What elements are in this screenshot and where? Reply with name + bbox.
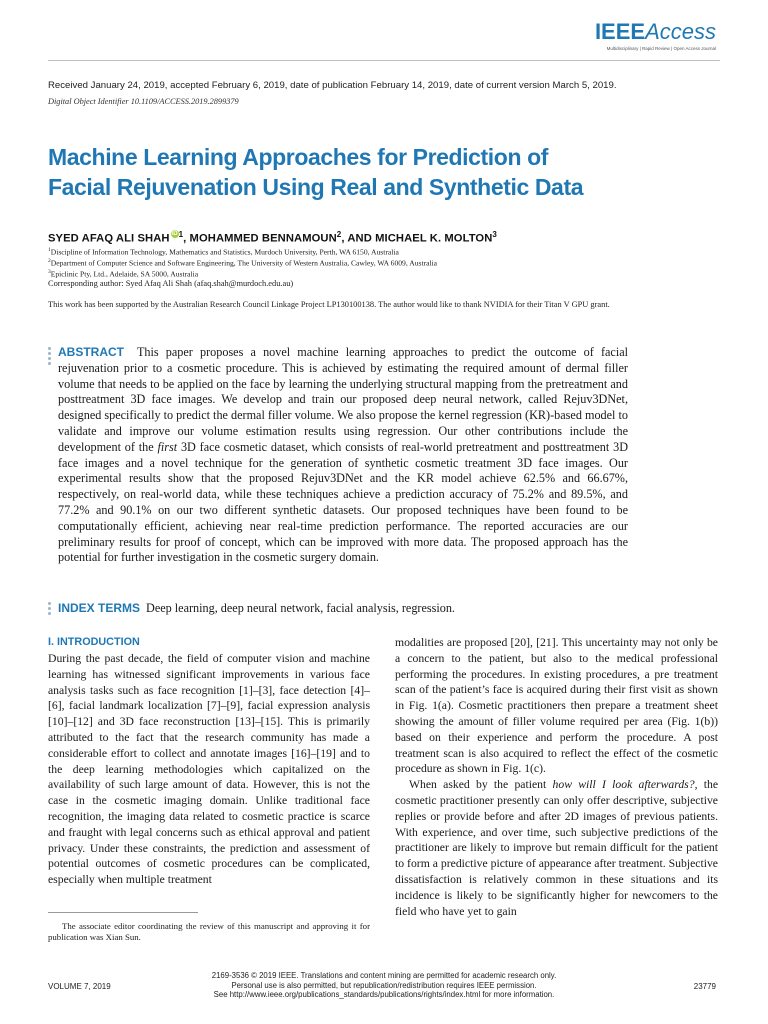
copyright-line: 2169-3536 © 2019 IEEE. Translations and content mining are permitted for academic research only. bbox=[211, 971, 557, 980]
author-1: SYED AFAQ ALI SHAH bbox=[48, 232, 170, 245]
body-column-right bbox=[395, 635, 718, 919]
author-3-affil: 3 bbox=[492, 230, 497, 239]
affiliation-number: 3 bbox=[48, 269, 51, 276]
copyright-notice bbox=[0, 971, 768, 1000]
paper-title bbox=[48, 142, 648, 202]
footnote-divider bbox=[48, 912, 198, 913]
abstract-marker-icon bbox=[48, 347, 52, 367]
index-terms-marker-icon bbox=[48, 602, 52, 617]
abstract-text-a: This paper proposes a novel machine learning approaches to predict the outcome of facial rejuvenation prior to a cosmetic procedure. This is achieved by estimating the required amount of dermal filler volume that needs to be applied on the face by learning the underlying structural mapping from the pretreatment and posttreatment 3D face images. We develop and train our proposed deep neural network, called Rejuv3DNet, designed specifically to predict the dermal filler volume. We also propose the kernel regression (KR)-based model to validate and improve our volume estimation results using regression. Our other contributions include the development of the bbox=[58, 345, 628, 454]
abstract bbox=[58, 345, 628, 566]
paragraph-text: , the cosmetic practitioner presently can only offer descriptive, subjective replies or provide before and after 2D images of previous patients. With experience, and over time, such subjective predictions of the practitioner are likely to improve but remain difficult for the patient to form a predictive picture of appearance after treatment. Subjective dissatisfaction is relatively common in these situations and its incidence is likely to be significantly higher for newcomers to the field who have yet to gain bbox=[395, 778, 719, 918]
logo-brand-italic: Access bbox=[645, 19, 716, 44]
index-terms bbox=[58, 601, 455, 616]
footnote bbox=[48, 921, 370, 943]
affiliation-item bbox=[48, 268, 437, 279]
copyright-line: Personal use is also permitted, but republication/redistribution requires IEEE permission. bbox=[231, 980, 537, 990]
abstract-text-b: 3D face cosmetic dataset, which consists of real-world pretreatment and posttreatment 3D face images and a novel technique for the generation of synthetic cosmetic treatment 3D face images. Our experimental results show that the proposed Rejuv3DNet and the KR model achieve 62.5% and 66.67%, respectively, on real-world data, while these techniques achieve a prediction accuracy of 75.2% and 89.5%, and 77.2% and 90.1% on our two different synthetic datasets. Our proposed techniques have been found to be computationally efficient, achieving near real-time prediction performance. The reported accuracies are our preliminary results for proof of concept, which can be improved with more data. The proposed approach has the potential for further investigation in the cosmetic surgery domain. bbox=[58, 439, 629, 565]
journal-logo bbox=[516, 20, 716, 51]
abstract-heading: ABSTRACT bbox=[58, 345, 124, 359]
author-list: SYED AFAQ ALI SHAH $iD^1$, MOHAMMED BENNAMOUN$^2$, AND MICHAEL K. MOLTON$^3$ bbox=[48, 230, 497, 245]
corresponding-author: Corresponding author: Syed Afaq Ali Shah (afaq.shah@murdoch.edu.au) bbox=[48, 279, 294, 288]
copyright-link[interactable]: See http://www.ieee.org/publications_standards/publications/rights/index.html for more information. bbox=[213, 990, 555, 1000]
title-line-2: Facial Rejuvenation Using Real and Synthetic Data bbox=[48, 174, 584, 200]
paragraph-text: When asked by the patient bbox=[409, 778, 547, 792]
header-divider bbox=[48, 60, 720, 61]
affiliation-item bbox=[48, 246, 437, 257]
volume-label: VOLUME 7, 2019 bbox=[48, 982, 111, 991]
index-terms-text: Deep learning, deep neural network, facial analysis, regression. bbox=[146, 601, 455, 615]
intro-paragraph-2 bbox=[395, 777, 718, 919]
intro-paragraph-continued: modalities are proposed [20], [21]. This uncertainty may not only be a concern to the patient, but also to the medical professional performing the procedures. In existing procedures, a pre treatment scan of the patient’s face is acquired during their first visit as shown in Fig. 1(a). Cosmetic practitioners then prepare a treatment sheet showing the amount of filler volume required per area (Fig. 1(b)) based on their experience and perform the procedure. A post treatment scan is also acquired to reflect the effect of the cosmetic procedure as shown in Fig. 1(c). bbox=[395, 636, 718, 776]
author-1-affil: 1 bbox=[178, 230, 184, 239]
author-2-affil: 2 bbox=[336, 230, 342, 239]
affiliations bbox=[48, 246, 437, 279]
logo-brand-bold: IEEE bbox=[594, 19, 646, 44]
affiliation-text: Department of Computer Science and Software Engineering, The University of Western Australia, Cawley, WA 6009, Australia bbox=[50, 258, 438, 268]
affiliation-text: Discipline of Information Technology, Mathematics and Statistics, Murdoch University, Perth, WA 6150, Australia bbox=[50, 247, 399, 257]
paragraph-emphasis: how will I look afterwards? bbox=[552, 778, 695, 792]
abstract-emphasis: first bbox=[157, 439, 178, 454]
doi-line: Digital Object Identifier 10.1109/ACCESS.2019.2899379 bbox=[48, 97, 239, 106]
title-line-1: Machine Learning Approaches for Prediction of bbox=[48, 144, 548, 170]
intro-paragraph: During the past decade, the field of computer vision and machine learning has witnessed significant improvements in various face analysis tasks such as face recognition [1]–[3], face detection [4]–[6], facial landmark localization [7]–[9], facial expression analysis [10]–[12] and 3D face reconstruction [13]–[15]. This is primarily attributed to the fact that the research community has made a considerable effort to collect and annotate images [16]–[19] and to the deep learning methodologies which capitalized on the availability of such large amount of data. However, this is not the case in the cosmetic imaging domain. Unlike traditional face recognition, the imaging data related to cosmetic practice is scarce and fraught with legal concerns such as ethical approval and patient privacy. Under these constraints, the prediction and assessment of potential outcomes of cosmetic procedures can be complicated, especially when multiple treatment bbox=[48, 652, 370, 887]
page-number: 23779 bbox=[693, 982, 716, 991]
affiliation-number: 1 bbox=[48, 247, 51, 253]
author-3: AND MICHAEL K. MOLTON bbox=[347, 232, 493, 245]
index-terms-heading: INDEX TERMS bbox=[58, 601, 141, 615]
body-column-left bbox=[48, 651, 370, 888]
affiliation-number: 2 bbox=[48, 258, 51, 265]
affiliation-item bbox=[48, 257, 437, 268]
section-heading-introduction: I. INTRODUCTION bbox=[48, 636, 140, 648]
affiliation-text: Epiclinic Pty, Ltd., Adelaide, SA 5000, Australia bbox=[50, 269, 199, 279]
author-2: MOHAMMED BENNAMOUN bbox=[189, 232, 337, 245]
logo-tagline: Multidisciplinary | Rapid Review | Open Access Journal bbox=[606, 46, 716, 51]
funding-note: This work has been supported by the Australian Research Council Linkage Project LP130100138. The author would like to thank NVIDIA for their Titan V GPU grant. bbox=[48, 300, 610, 309]
orcid-icon[interactable]: iD bbox=[171, 231, 178, 237]
footnote-text: The associate editor coordinating the review of this manuscript and approving it for publication was Xian Sun. bbox=[48, 921, 370, 942]
received-dates: Received January 24, 2019, accepted February 6, 2019, date of publication February 14, 2019, date of current version March 5, 2019. bbox=[48, 80, 617, 91]
